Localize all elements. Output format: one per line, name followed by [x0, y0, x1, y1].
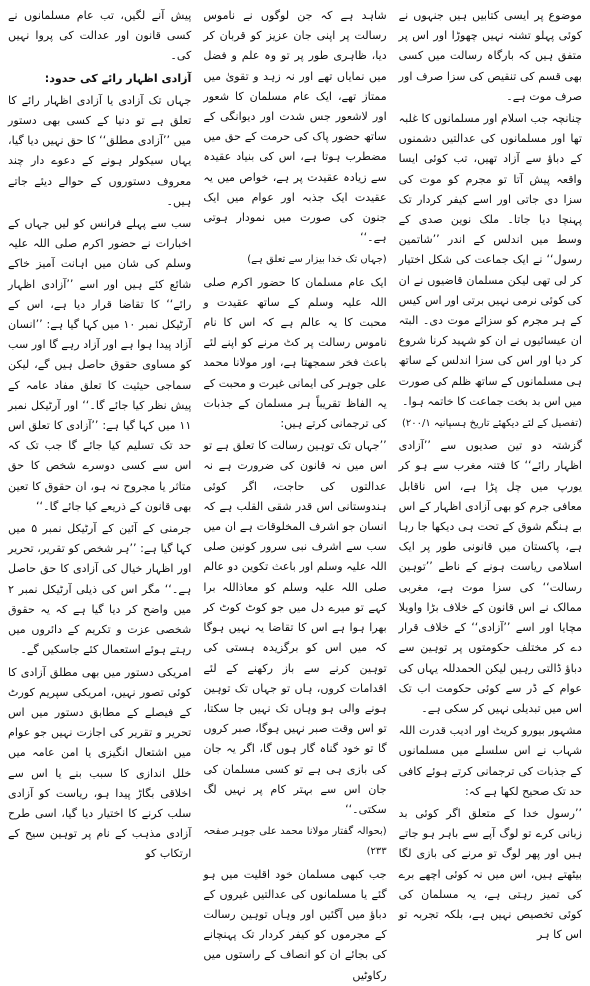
reference-note: (جہاں تک خدا بیزار سے تعلق ہے) [247, 254, 387, 266]
paragraph: سب سے پہلے فرانس کو لیں جہاں کے اخبارات نے حضور اکرم صلی اللہ علیہ وسلم کی شان میں اہانت آمیز خاکے شائع کئے ہیں اور اسے ’’آزادی اظہار رائے‘‘ کا تقاضا قرار دیا ہے، اس کے آرٹیکل نمبر ۱۰ میں کہا گیا ہے: ’’انسان آزاد پیدا ہوا ہے اور آزاد رہے گا اور سب کو مساوی حقوق حاصل ہیں گے، لیکن سماجی حیثیت کا تعلق مفاد عامہ کے پیش نظر کیا جائے گا۔‘‘ اور آرٹیکل نمبر ۱۱ میں کہا گیا ہے: ’’آزادی کا تعلق اس حد تک تسلیم کیا جائے گا جب تک کہ اس سے کسی دوسرے شخص کا حق متاثر یا مجروح نہ ہو، ان حقوق کا تعین بھی قانون کے ذریعے کیا جائے گا۔‘‘ [8, 217, 192, 513]
quote-paragraph: ’’رسول خدا کے متعلق اگر کوئی بد زبانی کرے تو لوگ آپے سے باہر ہو جاتے ہیں اور پھر لوگ تو مرنے کی بازی لگا بیٹھتے ہیں، اس میں نہ کوئی اچھے برے کی تمیز رہتی ہے، یہ مسلمان کی کوئی تخصیص نہیں ہے، بلکہ تجربہ تو اس کا ہر [398, 806, 582, 942]
column-left [8, 6, 192, 861]
paragraph: پیش آنے لگیں، تب عام مسلمانوں نے کسی قانون اور عدالت کی پروا نہیں کی۔ [8, 9, 192, 63]
column-middle [203, 6, 387, 982]
paragraph: جرمنی کے آئین کے آرٹیکل نمبر ۵ میں کہا گیا ہے: ’’ہر شخص کو تقریر، تحریر اور اظہار خیال کی آزادی کا حق حاصل ہے۔‘‘ مگر اس کی ذیلی آرٹیکل نمبر ۲ میں واضح کر دیا گیا ہے کہ یہ حقوق شخصی عزت و تکریم کے دائروں میں رہتے ہوئے استعمال کئے جاسکیں گے۔ [8, 522, 192, 657]
column-right [398, 6, 582, 942]
reference-note: (تفصیل کے لئے دیکھئے تاریخ ہسپانیہ ۲۰۰/۱) [401, 418, 582, 430]
paragraph: موضوع پر ایسی کتابیں ہیں جنہوں نے کوئی پہلو تشنہ نہیں چھوڑا اور اس پر متفق ہیں کہ بارگاہ رسالت میں کسی بھی قسم کی تنقیص کی سزا صرف اور صرف موت ہے۔ [398, 9, 582, 103]
paragraph: جب کبھی مسلمان خود اقلیت میں ہو گئے یا مسلمانوں کی عدالتیں غیروں کے دباؤ میں آگئیں اور وہاں توہین رسالت کے مجرموں کو کیفر کردار تک پہنچانے کی بجائے ان کو انصاف کے راستوں میں رکاوٹیں [203, 867, 387, 982]
paragraph: چنانچہ جب اسلام اور مسلمانوں کا غلبہ تھا اور مسلمانوں کی عدالتیں دشمنوں کے دباؤ سے آزاد تھیں، تب کوئی ایسا واقعہ پیش آتا تو مجرم کو موت کی سزا دی جاتی اور اسے کیفر کردار تک پہنچا دیا جاتا۔ ملک نوین صدی کے وسط میں اندلس کے اندر ’’شاتمین رسول‘‘ نے ایک جماعت کی شکل اختیار کر لی تھی لیکن مسلمان قاضیوں نے ان کی کوئی نرمی نہیں برتی اور اس کیس کے ہر مجرم کو سزائے موت دی۔ البتہ ان عیسائیوں نے ان کو شہید کرنا شروع کر دیا اور اس کی سزا اندلس کے ساتھ ہی مسلمانوں کے ساتھ ظلم کی صورت میں اس بد بخت جماعت کا خاتمہ ہوا۔ [398, 112, 582, 408]
paragraph: جہاں تک آزادی یا آزادی اظہار رائے کا تعلق ہے تو دنیا کے کسی بھی دستور میں ’’آزادی مطلق‘‘ کا حق نہیں دیا گیا، یہاں سیکولر ہونے کے دعوے دار چند معروف دستوروں کے حوالے دیئے جاتے ہیں۔ [8, 93, 192, 208]
paragraph: ایک عام مسلمان کا حضور اکرم صلی اللہ علیہ وسلم کے ساتھ عقیدت و محبت کا یہ عالم ہے کہ اس کا نام ناموس رسالت پر کٹ مرنے کو اپنے لئے باعث فخر سمجھتا ہے، اور مولانا محمد علی جوہر کی ایمانی غیرت و محبت کے یہ الفاظ تقریباً ہر مسلمان کے جذبات کی ترجمانی کرتے ہیں: [203, 275, 387, 431]
paragraph: شاہد ہے کہ جن لوگوں نے ناموس رسالت پر اپنی جان عزیز کو قربان کر دیا، ظاہری طور پر تو وہ علم و فضل میں نمایاں تھے اور نہ زہد و تقویٰ میں ممتاز تھے، ایک عام مسلمان کا شعور اور لاشعور جس شدت اور دیوانگی کے ساتھ حضور پاک کی حرمت کے حق میں مضطرب ہوتا ہے، اس کی بنیاد عقیدہ سے زیادہ عقیدت پر ہے، خواص میں یہ عقیدت ایک جذبہ اور عوام میں ایک جنون کی صورت میں نمودار ہوتی ہے۔‘‘ [203, 9, 387, 245]
paragraph: امریکی دستور میں بھی مطلق آزادی کا کوئی تصور نہیں، امریکی سپریم کورٹ کے فیصلے کے مطابق دستور میں اس تحریر و تقریر کی اجازت نہیں جو عوام میں اشتعال انگیزی یا امن عامہ میں خلل اندازی کا سبب بنے یا اس سے اخلاقی بگاڑ پیدا ہو، ریاست کو آزادی سلب کرنے کا اختیار دیا گیا، اسی طرح آزادی مذہب کے نام پر توہین سیح کے ارتکاب کو [8, 665, 192, 861]
reference-note: (بحوالہ گفتار مولانا محمد علی جوہر صفحہ ۲۳۳) [203, 826, 387, 858]
quote-paragraph: ’’جہاں تک توہین رسالت کا تعلق ہے تو اس میں نہ قانون کی ضرورت ہے نہ عدالتوں کی حاجت، اگر کوئی ہندوستانی اس قدر شقی القلب ہے کہ انسان جو اشرف المخلوقات ہے ان میں سب سے اشرف نبی سرور کونین صلی اللہ علیہ وسلم اور باعث تکوین دو عالم صلی اللہ علیہ وسلم کو معاذاللہ برا کہے تو میرے دل میں جو کوٹ کوٹ کر بھرا ہوا ہے اس کا تقاضا یہ نہیں ہوگا کہ میں اس کو برگزیدہ ہستی کی توہین کرنے سے باز رکھنے کے لئے اقدامات کروں، ہاں تو جہاں تک توہین ہونے والی ہو وہاں تک نہیں جا سکتا، تو اس وقت صبر نہیں ہوگا، صبر کروں گا تو خود گناہ گار ہوں گا، اگر یہ جان کی بازی ہی ہے تو کسی مسلمان کی جان اس سے بہتر کام پر نہیں لگ سکتی۔‘‘ [203, 439, 387, 816]
paragraph: گزشتہ دو تین صدیوں سے ’’آزادی اظہار رائے‘‘ کا فتنہ مغرب سے ہو کر یورپ میں چل پڑا ہے، اس ناقابل معافی جرم کو بھی آزادی اظہار کے اس بے ہنگم شوق کے تحت ہی دیکھا جا رہا ہے، پاکستان میں قانونی طور پر ایک اسلامی ریاست ہونے کے ناطے ’’توہین رسالت‘‘ کی سزا موت ہے، مغربی ممالک نے اس قانون کے خلاف بڑا واویلا مچایا اور اسے ’’آزادی‘‘ کے خلاف قرار دے کر مختلف حکومتوں پر توہین سے دباؤ ڈالتی رہیں لیکن الحمدللہ یہاں کی عوام کے ڈر سے کوئی حکومت اب تک اس میں تبدیلی نہیں کر سکی ہے۔ [398, 439, 582, 715]
paragraph: مشہور بیورو کریٹ اور ادیب قدرت اللہ شہاب نے اس سلسلے میں مسلمانوں کے جذبات کی ترجمانی کرتے ہوئے کافی حد تک صحیح لکھا ہے کہ: [398, 724, 582, 798]
section-heading: آزادی اظہار رائے کی حدود: [44, 71, 192, 85]
